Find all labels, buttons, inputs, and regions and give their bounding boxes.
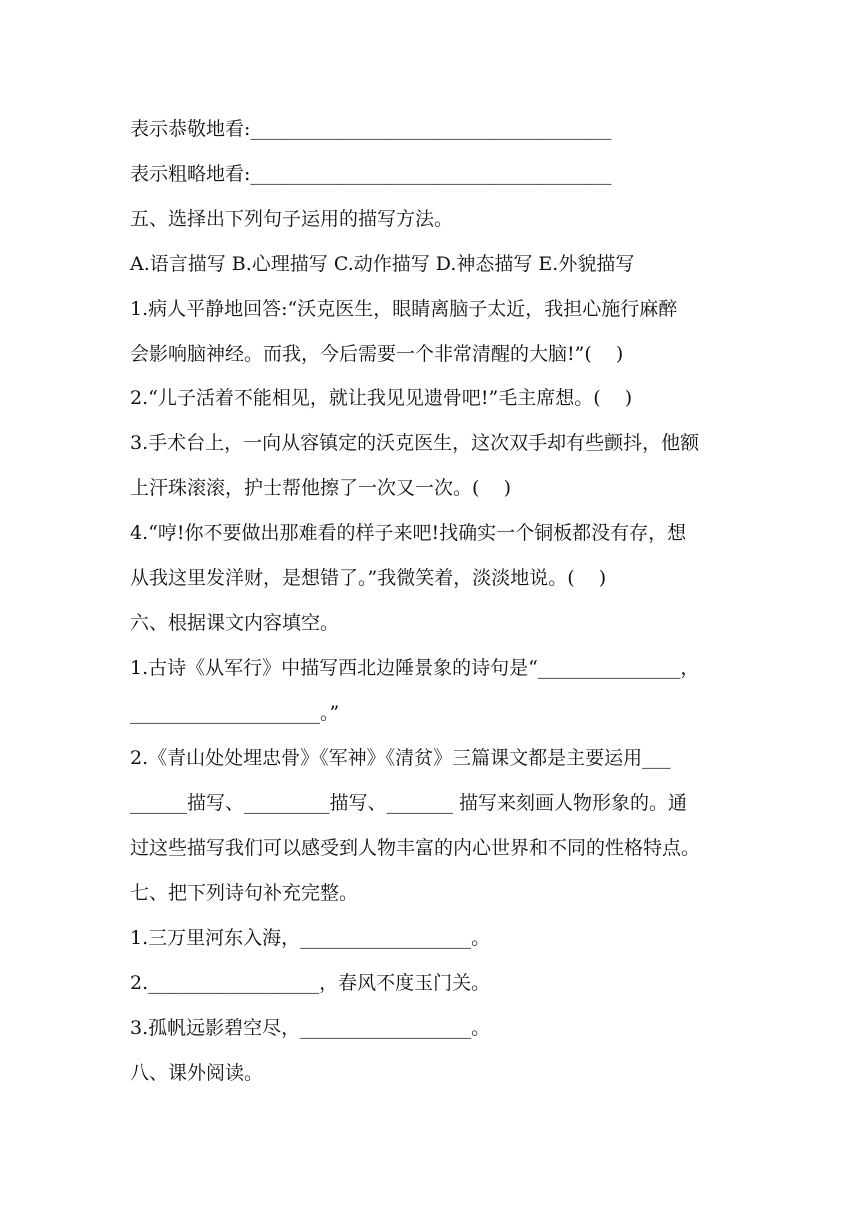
- poem-fill-line: 1.三万里河东入海，__________________。: [130, 927, 491, 949]
- question-text: 上汗珠滚滚，护士帮他擦了一次又一次。( ): [130, 477, 511, 499]
- section-six-heading: 六、根据课文内容填空。: [130, 612, 340, 634]
- poem-fill-line: 2.__________________，春风不度玉门关。: [130, 972, 491, 994]
- question-text: 3.手术台上，一向从容镇定的沃克医生，这次双手却有些颤抖，他额: [130, 432, 700, 454]
- question-text: 1.病人平静地回答:“沃克医生，眼睛离脑子太近，我担心施行麻醉: [130, 298, 678, 320]
- question-text: 1.古诗《从军行》中描写西北边陲景象的诗句是“_______________，: [130, 657, 700, 679]
- respectful-look-fill-line: 表示恭敬地看:______________________________________: [130, 118, 612, 140]
- question-text: ____________________。”: [130, 702, 340, 724]
- section-seven-heading: 七、把下列诗句补充完整。: [130, 882, 359, 904]
- poem-fill-line: 3.孤帆远影碧空尽，__________________。: [130, 1017, 491, 1039]
- question-text: ______描写、_________描写、_______ 描写来刻画人物形象的。通: [130, 792, 688, 814]
- question-text: 2.“儿子活着不能相见，就让我见见遗骨吧!”毛主席想。( ): [130, 387, 633, 409]
- question-text: 过这些描写我们可以感受到人物丰富的内心世界和不同的性格特点。: [130, 837, 701, 859]
- question-text: 从我这里发洋财，是想错了。”我微笑着，淡淡地说。( ): [130, 567, 607, 589]
- section-eight-heading: 八、课外阅读。: [130, 1062, 264, 1084]
- question-text: 会影响脑神经。而我，今后需要一个非常清醒的大脑!”( ): [130, 343, 624, 365]
- question-text: 2.《青山处处埋忠骨》《军神》《清贫》三篇课文都是主要运用___: [130, 747, 671, 769]
- description-method-options: A.语言描写 B.心理描写 C.动作描写 D.神态描写 E.外貌描写: [130, 253, 635, 275]
- rough-look-fill-line: 表示粗略地看:______________________________________: [130, 163, 612, 185]
- question-text: 4.“哼!你不要做出那难看的样子来吧!找确实一个铜板都没有存，想: [130, 522, 687, 544]
- section-five-heading: 五、选择出下列句子运用的描写方法。: [130, 208, 454, 230]
